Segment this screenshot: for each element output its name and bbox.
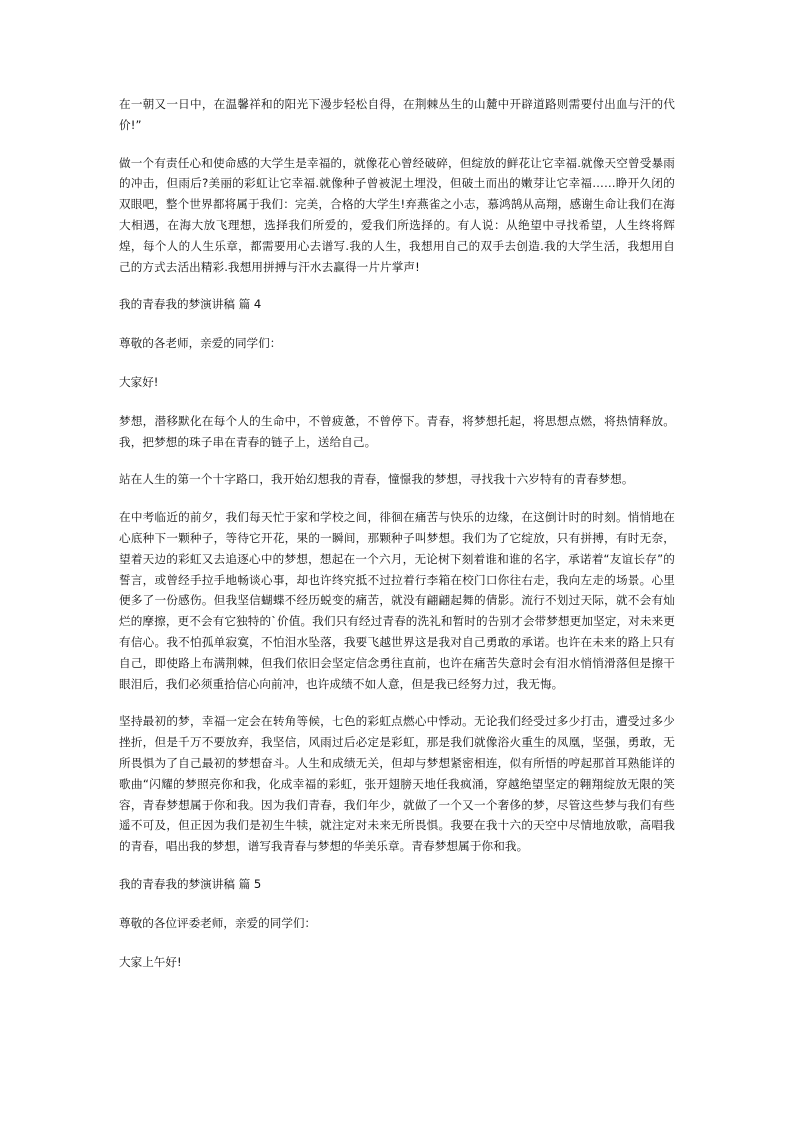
- greeting-good-morning: 大家上午好!: [119, 954, 182, 969]
- paragraph-crossroads: 站在人生的第一个十字路口，我开始幻想我的青春，憧憬我的梦想，寻找我十六岁特有的青春梦想。: [119, 472, 634, 487]
- greeting-hello: 大家好!: [119, 374, 159, 389]
- greeting-salutation: 尊敬的各老师，亲爱的同学们：: [119, 336, 282, 351]
- paragraph-university-student: 做一个有责任心和使命感的大学生是幸福的，就像花心曾经破碎，但绽放的鲜花让它幸福.就像天空曾受暴雨的冲击，但雨后?美丽的彩虹让它幸福.就像种子曾被泥土埋没，但破土而出的嫩芽让它幸福……睁开久闭的双眼吧，整个世界都将属于我们：完美，合格的大学生!弃燕雀之小志，慕鸿鹄从高翔，感谢生命让我们在海大相遇，在海大放飞理想，选择我们所爱的，爱我们所选择的。有人说：从绝望中寻找希望，人生终将辉煌，每个人的人生乐章，都需要用心去谱写.我的人生，我想用自己的双手去创造.我的大学生活，我想用自己的方式去活出精彩.我想用拼搏与汗水去赢得一片片掌声!: [119, 155, 675, 274]
- paragraph-persist-dream: 坚持最初的梦，幸福一定会在转角等候，七色的彩虹点燃心中悸动。无论我们经受过多少打击，遭受过多少挫折，但是千万不要放弃，我坚信，风雨过后必定是彩虹，那是我们就像浴火重生的凤凰，坚强，勇敢，无所畏惧为了自己最初的梦想奋斗。人生和成绩无关，但却与梦想紧密相连，似有所悟的哼起那首耳熟能详的歌曲“闪耀的梦照亮你和我，化成幸福的彩虹，张开翅膀天地任我疯涌，穿越绝望坚定的翱翔绽放无限的笑容，青春梦想属于你和我。因为我们青春，我们年少，就做了一个又一个奢侈的梦，尽管这些梦与我们有些遥不可及，但正因为我们是初生牛犊，就注定对未来无所畏惧。我要在我十六的天空中尽情地放歌，高唱我的青春，唱出我的梦想，谱写我青春与梦想的华美乐章。青春梦想属于你和我。: [119, 714, 675, 854]
- paragraph-intro-ending: 在一朝又一日中，在温馨祥和的阳光下漫步轻松自得，在荆棘丛生的山麓中开辟道路则需要付出血与汗的代价!”: [119, 97, 675, 132]
- section-heading-4: 我的青春我的梦演讲稿 篇 4: [119, 297, 262, 312]
- paragraph-dream-intro: 梦想，潜移默化在每个人的生命中，不曾疲惫，不曾停下。青春，将梦想托起，将思想点燃，将热情释放。我，把梦想的珠子串在青春的链子上，送给自己。: [119, 413, 675, 449]
- section-heading-5: 我的青春我的梦演讲稿 篇 5: [119, 876, 262, 891]
- paragraph-exam-eve: 在中考临近的前夕，我们每天忙于家和学校之间，徘徊在痛苦与快乐的边缘，在这倒计时的时刻。悄悄地在心底种下一颗种子，等待它开花，果的一瞬间，那颗种子叫梦想。我们为了它绽放，只有拼搏，有时无奈，望着天边的彩虹又去追逐心中的梦想，想起在一个六月，无论树下刻着谁和谁的名字，承诺着“友谊长存”的誓言，或曾经手拉手地畅谈心事，却也许终究抵不过拉着行李箱在校门口你往右走，我向左走的场景。心里便多了一份感伤。但我坚信蝴蝶不经历蜕变的痛苦，就没有翩翩起舞的倩影。流行不划过天际，就不会有灿烂的摩擦，更不会有它独特的`价值。我们只有经过青春的洗礼和暂时的告别才会带梦想更加坚定，对未来更有信心。我不怕孤单寂寞，不怕泪水坠落，我要飞越世界这是我对自己勇敢的承诺。也许在未来的路上只有自己，即使路上布满荆棘，但我们依旧会坚定信念勇往直前，也许在痛苦失意时会有泪水悄悄滑落但是擦干眼泪后，我们必须重拾信心向前冲，也许成绩不如人意，但是我已经努力过，我无悔。: [119, 510, 675, 691]
- greeting-salutation-2: 尊敬的各位评委老师，亲爱的同学们：: [119, 915, 317, 930]
- document-page: [119, 94, 675, 990]
